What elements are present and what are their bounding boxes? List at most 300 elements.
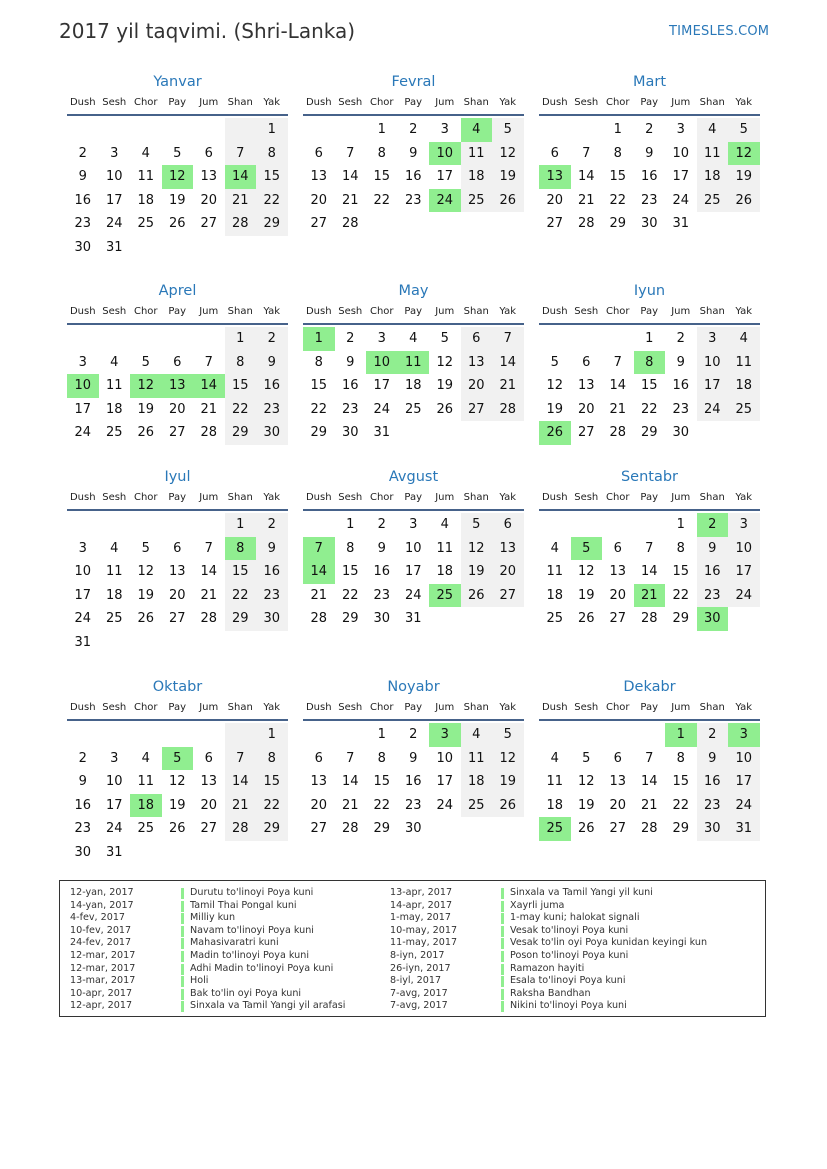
day-cell: 16 xyxy=(404,169,422,184)
day-cell: 24 xyxy=(436,797,454,813)
day-cell: 8 xyxy=(346,540,355,556)
holiday-marker xyxy=(501,938,504,949)
legend-holiday-name: Navam to'linoyi Poya kuni xyxy=(190,924,314,936)
day-cell: 1 xyxy=(225,327,257,351)
empty-cell xyxy=(303,513,335,537)
page-title: 2017 yil taqvimi. (Shri-Lanka) xyxy=(59,19,356,43)
day-cell: 4 xyxy=(550,540,559,556)
day-cell: 4 xyxy=(461,118,493,142)
day-cell: 2 xyxy=(645,122,654,137)
day-cell: 10 xyxy=(74,564,92,579)
day-cell: 16 xyxy=(256,374,288,398)
day-cell: 1 xyxy=(256,118,288,142)
empty-cell xyxy=(366,212,398,236)
day-cell: 29 xyxy=(225,607,257,631)
day-cell: 22 xyxy=(609,192,627,208)
day-cell: 29 xyxy=(256,212,288,236)
weekday-header xyxy=(303,492,524,506)
empty-cell xyxy=(539,327,571,351)
day-cell: 25 xyxy=(461,189,493,213)
legend-date: 10-may, 2017 xyxy=(390,924,458,936)
day-cell: 1 xyxy=(225,513,257,537)
day-cell: 19 xyxy=(577,797,595,813)
empty-cell xyxy=(398,421,430,445)
day-cell: 8 xyxy=(225,537,257,561)
weekday-header xyxy=(303,97,524,111)
day-cell: 27 xyxy=(168,611,186,626)
header-divider xyxy=(539,114,760,116)
day-cell: 15 xyxy=(256,165,288,189)
day-cell: 11 xyxy=(697,142,729,166)
day-cell: 22 xyxy=(373,192,391,208)
day-cell: 30 xyxy=(697,817,729,841)
day-cell: 25 xyxy=(105,611,123,626)
day-cell: 23 xyxy=(74,821,92,836)
weekday-label: Pay xyxy=(168,306,187,317)
holiday-marker xyxy=(501,951,504,962)
day-cell: 24 xyxy=(404,587,422,603)
day-cell: 28 xyxy=(310,611,328,626)
day-cell: 3 xyxy=(697,327,729,351)
day-cell: 10 xyxy=(429,142,461,166)
day-cell: 19 xyxy=(492,165,524,189)
weekday-label: Yak xyxy=(735,306,753,317)
day-cell: 17 xyxy=(728,560,760,584)
day-cell: 16 xyxy=(341,378,359,393)
weekday-label: Yak xyxy=(263,702,281,713)
day-cell: 4 xyxy=(141,145,150,161)
empty-cell xyxy=(162,327,194,351)
empty-cell xyxy=(571,327,603,351)
day-cell: 15 xyxy=(225,560,257,584)
day-cell: 17 xyxy=(373,378,391,393)
day-cell: 10 xyxy=(436,750,454,766)
day-cell: 27 xyxy=(461,398,493,422)
empty-cell xyxy=(461,421,493,445)
day-cell: 4 xyxy=(461,723,493,747)
day-cell: 11 xyxy=(461,747,493,771)
day-cell: 22 xyxy=(256,189,288,213)
empty-cell xyxy=(162,118,194,142)
weekday-label: Chor xyxy=(133,97,158,108)
day-cell: 31 xyxy=(728,817,760,841)
legend-date: 8-iyl, 2017 xyxy=(390,975,442,987)
day-cell: 18 xyxy=(546,587,564,603)
day-cell: 9 xyxy=(409,145,418,161)
day-cell: 24 xyxy=(672,192,690,208)
legend-date: 7-avg, 2017 xyxy=(390,1000,448,1012)
holiday-marker xyxy=(181,1001,184,1012)
empty-cell xyxy=(256,631,288,655)
legend-holiday-name: Vesak to'linoyi Poya kuni xyxy=(510,924,629,936)
day-cell: 5 xyxy=(173,145,182,161)
day-cell: 28 xyxy=(341,821,359,836)
weekday-header xyxy=(539,702,760,716)
legend-holiday-name: Holi xyxy=(190,975,209,987)
empty-cell xyxy=(162,723,194,747)
day-cell: 24 xyxy=(728,584,760,608)
day-cell: 14 xyxy=(640,774,658,789)
day-cell: 3 xyxy=(440,122,449,137)
day-cell: 8 xyxy=(225,351,257,375)
day-cell: 26 xyxy=(539,421,571,445)
empty-cell xyxy=(99,118,131,142)
day-cell: 26 xyxy=(137,425,155,440)
weekday-label: Dush xyxy=(69,306,96,317)
day-cell: 8 xyxy=(377,145,386,161)
legend-holiday-name: Durutu to'linoyi Poya kuni xyxy=(190,887,314,898)
weekday-label: Shan xyxy=(699,97,725,108)
empty-cell xyxy=(539,118,571,142)
day-cell: 16 xyxy=(74,192,92,208)
day-cell: 3 xyxy=(78,354,87,370)
empty-cell xyxy=(225,723,257,747)
day-cell: 5 xyxy=(141,540,150,556)
weekday-label: Shan xyxy=(699,306,725,317)
holiday-marker xyxy=(181,913,184,924)
weekday-label: Chor xyxy=(605,306,630,317)
day-cell: 6 xyxy=(314,145,323,161)
weekday-label: Yak xyxy=(263,492,281,503)
day-cell: 25 xyxy=(697,189,729,213)
day-cell: 7 xyxy=(225,142,257,166)
day-cell: 11 xyxy=(546,774,564,789)
day-cell: 28 xyxy=(577,216,595,231)
day-cell: 18 xyxy=(137,192,155,208)
day-cell: 29 xyxy=(609,216,627,231)
weekday-label: Shan xyxy=(699,702,725,713)
day-cell: 19 xyxy=(546,401,564,417)
weekday-label: Dush xyxy=(541,492,568,503)
day-cell: 16 xyxy=(697,770,729,794)
day-cell: 14 xyxy=(609,378,627,393)
weekday-label: Sesh xyxy=(338,97,363,108)
empty-cell xyxy=(193,236,225,260)
day-cell: 17 xyxy=(404,564,422,579)
day-cell: 8 xyxy=(314,354,323,370)
holiday-legend xyxy=(59,880,766,1017)
day-cell: 27 xyxy=(310,821,328,836)
weekday-label: Dush xyxy=(305,492,332,503)
day-cell: 6 xyxy=(204,145,213,161)
day-cell: 10 xyxy=(728,747,760,771)
weekday-label: Sesh xyxy=(574,306,599,317)
weekday-label: Jum xyxy=(435,492,455,503)
day-cell: 8 xyxy=(256,142,288,166)
weekday-label: Sesh xyxy=(338,306,363,317)
day-cell: 22 xyxy=(672,797,690,813)
weekday-label: Chor xyxy=(133,492,158,503)
day-cell: 29 xyxy=(310,425,328,440)
day-cell: 24 xyxy=(429,189,461,213)
day-cell: 1 xyxy=(303,327,335,351)
day-cell: 12 xyxy=(130,374,162,398)
header-divider xyxy=(539,719,760,721)
day-cell: 15 xyxy=(672,564,690,579)
day-cell: 26 xyxy=(461,584,493,608)
weekday-label: Chor xyxy=(369,492,394,503)
empty-cell xyxy=(193,841,225,865)
day-cell: 25 xyxy=(404,401,422,417)
empty-cell xyxy=(697,421,729,445)
day-cell: 19 xyxy=(168,192,186,208)
weekday-header xyxy=(67,492,288,506)
legend-date: 10-apr, 2017 xyxy=(70,987,133,999)
legend-holiday-name: Milliy kun xyxy=(190,912,236,924)
day-cell: 16 xyxy=(697,560,729,584)
day-cell: 31 xyxy=(105,239,123,255)
day-cell: 11 xyxy=(398,351,430,375)
day-cell: 17 xyxy=(697,374,729,398)
day-cell: 11 xyxy=(461,142,493,166)
empty-cell xyxy=(602,723,634,747)
day-cell: 6 xyxy=(582,354,591,370)
day-cell: 30 xyxy=(74,844,92,860)
day-cell: 25 xyxy=(728,398,760,422)
day-cell: 21 xyxy=(341,797,359,813)
weekday-label: Sesh xyxy=(102,306,127,317)
day-cell: 27 xyxy=(200,821,218,836)
day-cell: 13 xyxy=(310,169,328,184)
day-cell: 16 xyxy=(256,560,288,584)
day-cell: 1 xyxy=(665,723,697,747)
day-cell: 23 xyxy=(74,216,92,231)
day-cell: 26 xyxy=(436,401,454,417)
day-cell: 5 xyxy=(492,723,524,747)
day-cell: 22 xyxy=(373,797,391,813)
weekday-label: Yak xyxy=(735,97,753,108)
day-cell: 28 xyxy=(492,398,524,422)
day-cell: 4 xyxy=(141,750,150,766)
day-cell: 24 xyxy=(728,794,760,818)
header-divider xyxy=(67,323,288,325)
day-cell: 5 xyxy=(141,354,150,370)
weekday-label: Chor xyxy=(369,97,394,108)
day-cell: 26 xyxy=(168,821,186,836)
day-cell: 7 xyxy=(303,537,335,561)
day-cell: 6 xyxy=(550,145,559,161)
day-cell: 2 xyxy=(256,513,288,537)
day-cell: 2 xyxy=(78,145,87,161)
day-cell: 1 xyxy=(377,122,386,137)
brand-link[interactable]: TIMESLES.COM xyxy=(669,24,770,39)
empty-cell xyxy=(256,236,288,260)
month-name: May xyxy=(398,283,429,299)
day-cell: 14 xyxy=(303,560,335,584)
legend-date: 11-may, 2017 xyxy=(390,937,458,949)
day-cell: 11 xyxy=(105,378,123,393)
day-cell: 9 xyxy=(346,354,355,370)
month-name: Oktabr xyxy=(152,679,203,695)
day-cell: 3 xyxy=(676,122,685,137)
day-cell: 25 xyxy=(461,794,493,818)
day-cell: 5 xyxy=(550,354,559,370)
legend-date: 26-iyn, 2017 xyxy=(390,962,451,974)
weekday-label: Shan xyxy=(463,492,489,503)
legend-holiday-name: Ramazon hayiti xyxy=(510,962,585,974)
empty-cell xyxy=(697,212,729,236)
day-cell: 4 xyxy=(697,118,729,142)
weekday-label: Chor xyxy=(133,702,158,713)
legend-holiday-name: Madin to'linoyi Poya kuni xyxy=(190,949,309,961)
weekday-header xyxy=(67,97,288,111)
day-cell: 7 xyxy=(613,354,622,370)
day-cell: 14 xyxy=(492,351,524,375)
weekday-label: Sesh xyxy=(338,492,363,503)
day-cell: 15 xyxy=(609,169,627,184)
empty-cell xyxy=(335,723,367,747)
legend-date: 4-fev, 2017 xyxy=(70,912,126,924)
legend-date: 12-yan, 2017 xyxy=(70,887,134,898)
day-cell: 21 xyxy=(609,401,627,417)
empty-cell xyxy=(130,631,162,655)
weekday-label: Dush xyxy=(305,97,332,108)
weekday-label: Sesh xyxy=(574,702,599,713)
day-cell: 18 xyxy=(728,374,760,398)
holiday-marker xyxy=(181,888,184,899)
day-cell: 10 xyxy=(105,774,123,789)
legend-holiday-name: Mahasivaratri kuni xyxy=(190,937,279,949)
day-cell: 13 xyxy=(539,165,571,189)
day-cell: 15 xyxy=(640,378,658,393)
day-cell: 13 xyxy=(200,169,218,184)
day-cell: 13 xyxy=(492,537,524,561)
day-cell: 24 xyxy=(74,425,92,440)
weekday-label: Dush xyxy=(305,702,332,713)
day-cell: 29 xyxy=(640,425,658,440)
day-cell: 19 xyxy=(728,165,760,189)
day-cell: 17 xyxy=(436,169,454,184)
weekday-label: Jum xyxy=(435,702,455,713)
day-cell: 27 xyxy=(546,216,564,231)
weekday-label: Dush xyxy=(69,97,96,108)
weekday-header xyxy=(303,702,524,716)
day-cell: 15 xyxy=(341,564,359,579)
month-name: Fevral xyxy=(391,74,436,90)
day-cell: 13 xyxy=(310,774,328,789)
day-cell: 17 xyxy=(728,770,760,794)
day-cell: 13 xyxy=(200,774,218,789)
day-cell: 16 xyxy=(640,169,658,184)
weekday-label: Shan xyxy=(463,702,489,713)
day-cell: 1 xyxy=(645,331,654,346)
weekday-label: Pay xyxy=(404,306,423,317)
day-cell: 23 xyxy=(256,584,288,608)
day-cell: 1 xyxy=(613,122,622,137)
holiday-marker xyxy=(501,913,504,924)
day-cell: 5 xyxy=(582,750,591,766)
day-cell: 19 xyxy=(492,770,524,794)
day-cell: 5 xyxy=(571,537,603,561)
day-cell: 1 xyxy=(346,517,355,532)
day-cell: 6 xyxy=(173,540,182,556)
day-cell: 7 xyxy=(225,747,257,771)
month-name: Sentabr xyxy=(620,469,679,485)
weekday-label: Sesh xyxy=(574,492,599,503)
day-cell: 30 xyxy=(341,425,359,440)
empty-cell xyxy=(67,118,99,142)
weekday-label: Sesh xyxy=(574,97,599,108)
empty-cell xyxy=(398,212,430,236)
empty-cell xyxy=(461,817,493,841)
day-cell: 29 xyxy=(225,421,257,445)
day-cell: 24 xyxy=(105,821,123,836)
empty-cell xyxy=(492,817,524,841)
day-cell: 21 xyxy=(341,192,359,208)
day-cell: 30 xyxy=(74,239,92,255)
day-cell: 8 xyxy=(634,351,666,375)
day-cell: 6 xyxy=(461,327,493,351)
weekday-label: Shan xyxy=(227,306,253,317)
legend-date: 10-fev, 2017 xyxy=(70,924,132,936)
day-cell: 25 xyxy=(137,216,155,231)
day-cell: 5 xyxy=(461,513,493,537)
day-cell: 7 xyxy=(492,327,524,351)
holiday-marker xyxy=(181,964,184,975)
day-cell: 20 xyxy=(577,401,595,417)
day-cell: 10 xyxy=(404,540,422,556)
day-cell: 10 xyxy=(67,374,99,398)
empty-cell xyxy=(225,841,257,865)
weekday-label: Chor xyxy=(605,492,630,503)
holiday-marker xyxy=(181,989,184,1000)
empty-cell xyxy=(602,513,634,537)
day-cell: 30 xyxy=(404,821,422,836)
weekday-header xyxy=(67,306,288,320)
day-cell: 14 xyxy=(341,774,359,789)
day-cell: 20 xyxy=(461,374,493,398)
day-cell: 3 xyxy=(110,750,119,766)
legend-holiday-name: Xayrli juma xyxy=(510,899,565,911)
day-cell: 11 xyxy=(436,540,454,556)
day-cell: 18 xyxy=(130,794,162,818)
day-cell: 11 xyxy=(137,169,155,184)
day-cell: 7 xyxy=(645,540,654,556)
day-cell: 31 xyxy=(74,634,92,650)
empty-cell xyxy=(130,513,162,537)
day-cell: 1 xyxy=(256,723,288,747)
day-cell: 29 xyxy=(672,611,690,626)
day-cell: 22 xyxy=(672,587,690,603)
day-cell: 8 xyxy=(613,145,622,161)
day-cell: 14 xyxy=(225,165,257,189)
day-cell: 12 xyxy=(461,537,493,561)
day-cell: 15 xyxy=(373,774,391,789)
legend-date: 12-apr, 2017 xyxy=(70,1000,133,1012)
empty-cell xyxy=(130,723,162,747)
weekday-label: Pay xyxy=(640,306,659,317)
weekday-label: Jum xyxy=(435,306,455,317)
day-cell: 20 xyxy=(168,401,186,417)
day-cell: 22 xyxy=(225,398,257,422)
day-cell: 17 xyxy=(74,401,92,417)
weekday-label: Pay xyxy=(168,702,187,713)
day-cell: 19 xyxy=(137,587,155,603)
day-cell: 18 xyxy=(404,378,422,393)
empty-cell xyxy=(130,841,162,865)
empty-cell xyxy=(492,607,524,631)
legend-date: 14-yan, 2017 xyxy=(70,899,134,911)
empty-cell xyxy=(162,841,194,865)
day-cell: 14 xyxy=(200,564,218,579)
weekday-label: Yak xyxy=(735,702,753,713)
empty-cell xyxy=(303,723,335,747)
weekday-label: Dush xyxy=(541,306,568,317)
day-cell: 12 xyxy=(436,354,454,370)
day-cell: 20 xyxy=(310,797,328,813)
weekday-header xyxy=(303,306,524,320)
day-cell: 31 xyxy=(404,611,422,626)
